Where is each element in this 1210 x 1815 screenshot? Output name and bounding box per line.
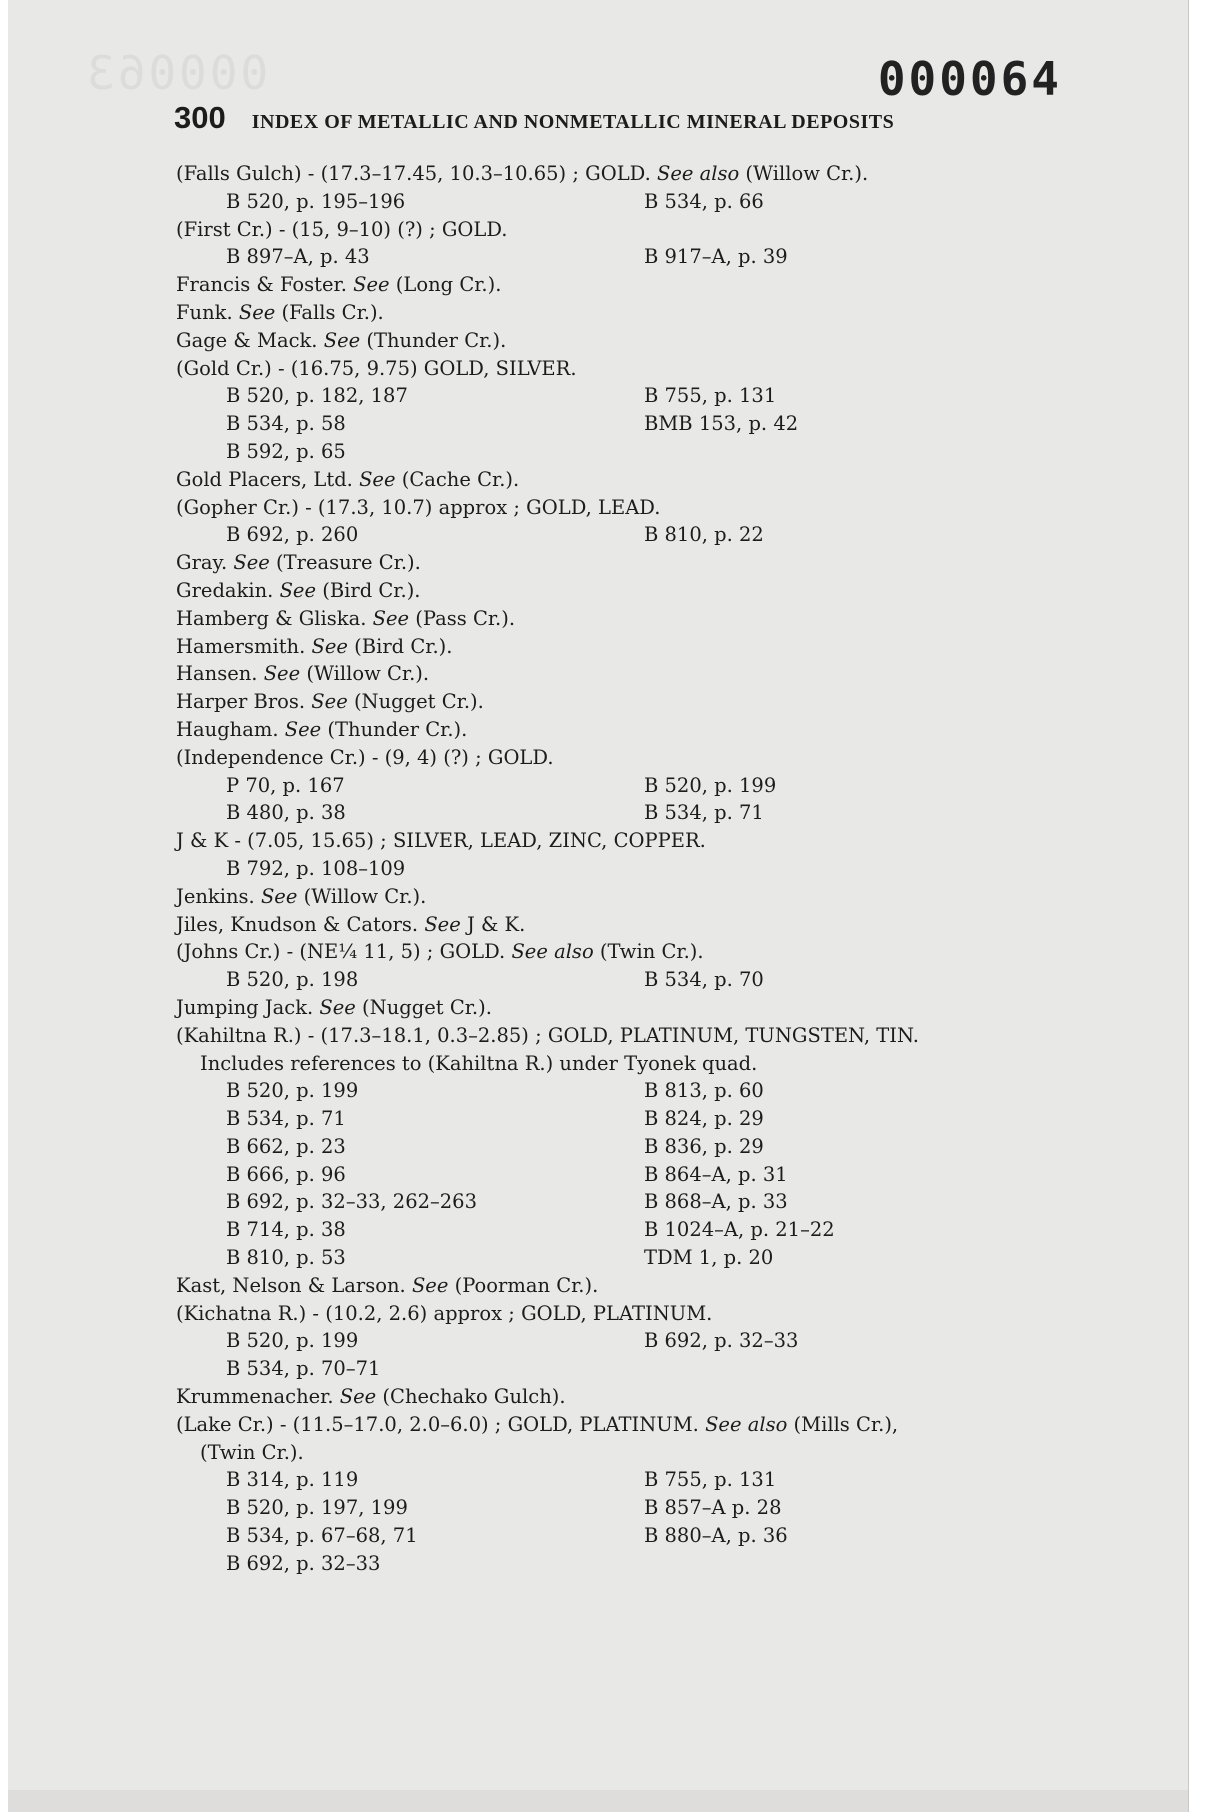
reference-row: [176, 1161, 1076, 1189]
reference-left: B 314, p. 119: [226, 1468, 359, 1492]
entry-heading: [176, 355, 1076, 383]
reference-left: B 592, p. 65: [226, 439, 346, 463]
entry-text: (Independence Cr.) - (9, 4) (?) ; GOLD.: [176, 745, 554, 769]
entry-heading: [176, 327, 1076, 355]
reference-right: B 880–A, p. 36: [644, 1524, 788, 1548]
entry-text: (Kahiltna R.) - (17.3–18.1, 0.3–2.85) ; GOLD, PLATINUM, TUNGSTEN, TIN.: [176, 1023, 919, 1047]
see-reference-label: See: [263, 662, 301, 686]
entry-text: (Chechako Gulch).: [376, 1385, 566, 1409]
see-reference-label: See: [323, 328, 361, 352]
entry-text: Gage & Mack.: [176, 328, 324, 352]
entry-heading: [176, 883, 1076, 911]
entry-heading: [176, 716, 1076, 744]
entry-text: (Long Cr.).: [389, 273, 502, 297]
see-reference-label: See: [260, 884, 298, 908]
reference-left: B 480, p. 38: [226, 801, 346, 825]
entry-text: (Bird Cr.).: [347, 634, 453, 658]
reference-left: B 520, p. 195–196: [226, 189, 406, 213]
reference-right: B 534, p. 66: [644, 189, 764, 213]
reference-left: B 810, p. 53: [226, 1246, 346, 1270]
page-stamp-number: 000064: [877, 52, 1062, 106]
reference-right: B 810, p. 22: [644, 523, 764, 547]
entry-text: (Pass Cr.).: [409, 606, 516, 630]
reference-right: B 534, p. 70: [644, 968, 764, 992]
entry-text: Gold Placers, Ltd.: [176, 467, 360, 491]
entry-heading: [176, 160, 1076, 188]
entry-heading: [176, 911, 1076, 939]
reference-right: B 755, p. 131: [644, 384, 777, 408]
entry-text: (Willow Cr.).: [297, 884, 427, 908]
reference-left: B 534, p. 67–68, 71: [226, 1524, 418, 1548]
entry-text: (Kichatna R.) - (10.2, 2.6) approx ; GOLD, PLATINUM.: [176, 1301, 713, 1325]
entry-text: Krummenacher.: [176, 1385, 340, 1409]
entry-text: (Cache Cr.).: [395, 467, 520, 491]
reference-right: B 534, p. 71: [644, 801, 764, 825]
reference-left: B 714, p. 38: [226, 1218, 346, 1242]
entry-text: (Bird Cr.).: [316, 578, 421, 602]
entry-text: (Nugget Cr.).: [355, 995, 492, 1019]
entry-heading: [176, 494, 1076, 522]
reference-left: B 666, p. 96: [226, 1162, 346, 1186]
entry-heading: [176, 549, 1076, 577]
reference-left: B 520, p. 199: [226, 1079, 359, 1103]
entry-text: (Thunder Cr.).: [321, 717, 468, 741]
entry-text: Jiles, Knudson & Cators.: [176, 912, 425, 936]
entry-text: Harper Bros.: [176, 690, 312, 714]
reference-row: [176, 1355, 1076, 1383]
entry-heading: [176, 633, 1076, 661]
see-reference-label: See: [339, 1385, 377, 1409]
reference-right: B 1024–A, p. 21–22: [644, 1218, 835, 1242]
ghost-stamp: 000063: [84, 46, 269, 100]
reference-left: B 534, p. 70–71: [226, 1357, 381, 1381]
entry-heading: [176, 1411, 1076, 1439]
reference-row: [176, 243, 1076, 271]
reference-right: B 813, p. 60: [644, 1079, 764, 1103]
reference-left: B 792, p. 108–109: [226, 856, 406, 880]
reference-left: B 662, p. 23: [226, 1134, 346, 1158]
reference-left: B 692, p. 32–33: [226, 1551, 381, 1575]
reference-row: [176, 772, 1076, 800]
reference-right: BMB 153, p. 42: [644, 412, 799, 436]
entry-heading: [176, 1022, 1076, 1050]
reference-row: [176, 382, 1076, 410]
reference-row: [176, 1216, 1076, 1244]
see-reference-label: See also: [511, 940, 594, 964]
entry-text: Hamersmith.: [176, 634, 312, 658]
reference-right: TDM 1, p. 20: [644, 1246, 774, 1270]
entry-heading: [176, 466, 1076, 494]
reference-row: [176, 966, 1076, 994]
bottom-edge: [8, 1790, 1188, 1812]
reference-left: B 520, p. 182, 187: [226, 384, 408, 408]
reference-row: [176, 438, 1076, 466]
reference-row: [176, 1522, 1076, 1550]
reference-right: B 868–A, p. 33: [644, 1190, 788, 1214]
see-reference-label: See: [424, 912, 461, 936]
entry-heading: [176, 938, 1076, 966]
entry-heading: [176, 827, 1076, 855]
see-reference-label: See: [411, 1273, 449, 1297]
entry-heading: [176, 299, 1076, 327]
reference-row: [176, 799, 1076, 827]
entry-text: (Mills Cr.),: [787, 1412, 899, 1436]
see-reference-label: See: [353, 273, 390, 297]
entry-text: (Falls Gulch) - (17.3–17.45, 10.3–10.65) ; GOLD.: [176, 162, 657, 185]
entry-text: (Poorman Cr.).: [448, 1273, 599, 1297]
reference-right: B 917–A, p. 39: [644, 245, 788, 269]
see-reference-label: See: [359, 467, 396, 491]
entry-heading: [176, 1383, 1076, 1411]
page-number: 300: [174, 100, 226, 135]
reference-row: [176, 188, 1076, 216]
entry-text: (First Cr.) - (15, 9–10) (?) ; GOLD.: [176, 217, 508, 241]
see-reference-label: See: [319, 995, 356, 1019]
entry-text: Francis & Foster.: [176, 273, 354, 297]
entry-text: Jenkins.: [176, 884, 261, 908]
entry-text: (Johns Cr.) - (NE¼ 11, 5) ; GOLD.: [176, 940, 512, 964]
entry-text: Hamberg & Gliska.: [176, 606, 373, 630]
index-entries: [176, 160, 1076, 1578]
entry-heading: [176, 216, 1076, 244]
see-reference-label: See: [311, 634, 348, 658]
reference-row: [176, 1550, 1076, 1578]
entry-text: (Willow Cr.).: [300, 662, 430, 686]
entry-text: (Gold Cr.) - (16.75, 9.75) GOLD, SILVER.: [176, 356, 577, 380]
entry-text: (Nugget Cr.).: [347, 690, 484, 714]
reference-right: B 755, p. 131: [644, 1468, 777, 1492]
reference-row: [176, 1327, 1076, 1355]
entry-text: (Thunder Cr.).: [360, 328, 507, 352]
entry-text: Includes references to (Kahiltna R.) under Tyonek quad.: [200, 1051, 758, 1075]
entry-heading: [176, 577, 1076, 605]
entry-text: Funk.: [176, 300, 239, 324]
entry-text: (Twin Cr.).: [200, 1440, 304, 1464]
reference-row: [176, 1244, 1076, 1272]
reference-left: B 897–A, p. 43: [226, 245, 370, 269]
see-reference-label: See also: [705, 1412, 788, 1436]
reference-right: B 824, p. 29: [644, 1107, 764, 1131]
see-reference-label: See: [279, 578, 317, 602]
reference-right: B 864–A, p. 31: [644, 1162, 788, 1186]
entry-text: (Gopher Cr.) - (17.3, 10.7) approx ; GOLD, LEAD.: [176, 495, 661, 519]
reference-left: B 520, p. 197, 199: [226, 1496, 408, 1520]
entry-text: (Falls Cr.).: [275, 300, 384, 324]
reference-right: B 520, p. 199: [644, 773, 777, 797]
reference-row: [176, 1133, 1076, 1161]
entry-text: (Twin Cr.).: [593, 940, 704, 964]
reference-right: B 836, p. 29: [644, 1134, 764, 1158]
page-header: [174, 100, 1064, 136]
reference-left: B 520, p. 198: [226, 968, 359, 992]
reference-left: B 692, p. 32–33, 262–263: [226, 1190, 477, 1214]
entry-heading: [176, 605, 1076, 633]
entry-continuation: [176, 1439, 1076, 1467]
see-reference-label: See also: [656, 162, 740, 185]
entry-heading: [176, 1300, 1076, 1328]
entry-text: (Treasure Cr.).: [269, 551, 421, 575]
reference-row: [176, 1077, 1076, 1105]
reference-row: [176, 521, 1076, 549]
reference-left: B 520, p. 199: [226, 1329, 359, 1353]
entry-text: J & K - (7.05, 15.65) ; SILVER, LEAD, ZINC, COPPER.: [176, 829, 706, 853]
entry-text: (Lake Cr.) - (11.5–17.0, 2.0–6.0) ; GOLD, PLATINUM.: [176, 1412, 706, 1436]
entry-text: Gredakin.: [176, 578, 280, 602]
entry-continuation: [176, 1050, 1076, 1078]
entry-text: J & K.: [460, 912, 526, 936]
entry-text: Gray.: [176, 551, 234, 575]
reference-row: [176, 1188, 1076, 1216]
see-reference-label: See: [372, 606, 410, 630]
page-title: INDEX OF METALLIC AND NONMETALLIC MINERAL DEPOSITS: [251, 111, 895, 133]
reference-right: B 857–A p. 28: [644, 1496, 782, 1520]
reference-row: [176, 1105, 1076, 1133]
reference-left: B 534, p. 71: [226, 1107, 346, 1131]
reference-left: P 70, p. 167: [226, 773, 345, 797]
entry-heading: [176, 744, 1076, 772]
reference-left: B 692, p. 260: [226, 523, 359, 547]
entry-heading: [176, 660, 1076, 688]
entry-text: Haugham.: [176, 717, 285, 741]
see-reference-label: See: [233, 551, 270, 575]
see-reference-label: See: [311, 690, 348, 714]
reference-right: B 692, p. 32–33: [644, 1329, 799, 1353]
entry-text: Jumping Jack.: [176, 995, 320, 1019]
entry-heading: [176, 1272, 1076, 1300]
see-reference-label: See: [238, 300, 276, 324]
reference-left: B 534, p. 58: [226, 412, 346, 436]
see-reference-label: See: [284, 717, 322, 741]
reference-row: [176, 1466, 1076, 1494]
entry-text: Hansen.: [176, 662, 264, 686]
reference-row: [176, 1494, 1076, 1522]
entry-heading: [176, 271, 1076, 299]
entry-text: (Willow Cr.).: [739, 162, 869, 185]
entry-text: Kast, Nelson & Larson.: [176, 1273, 412, 1297]
reference-row: [176, 855, 1076, 883]
entry-heading: [176, 994, 1076, 1022]
entry-heading: [176, 688, 1076, 716]
reference-row: [176, 410, 1076, 438]
